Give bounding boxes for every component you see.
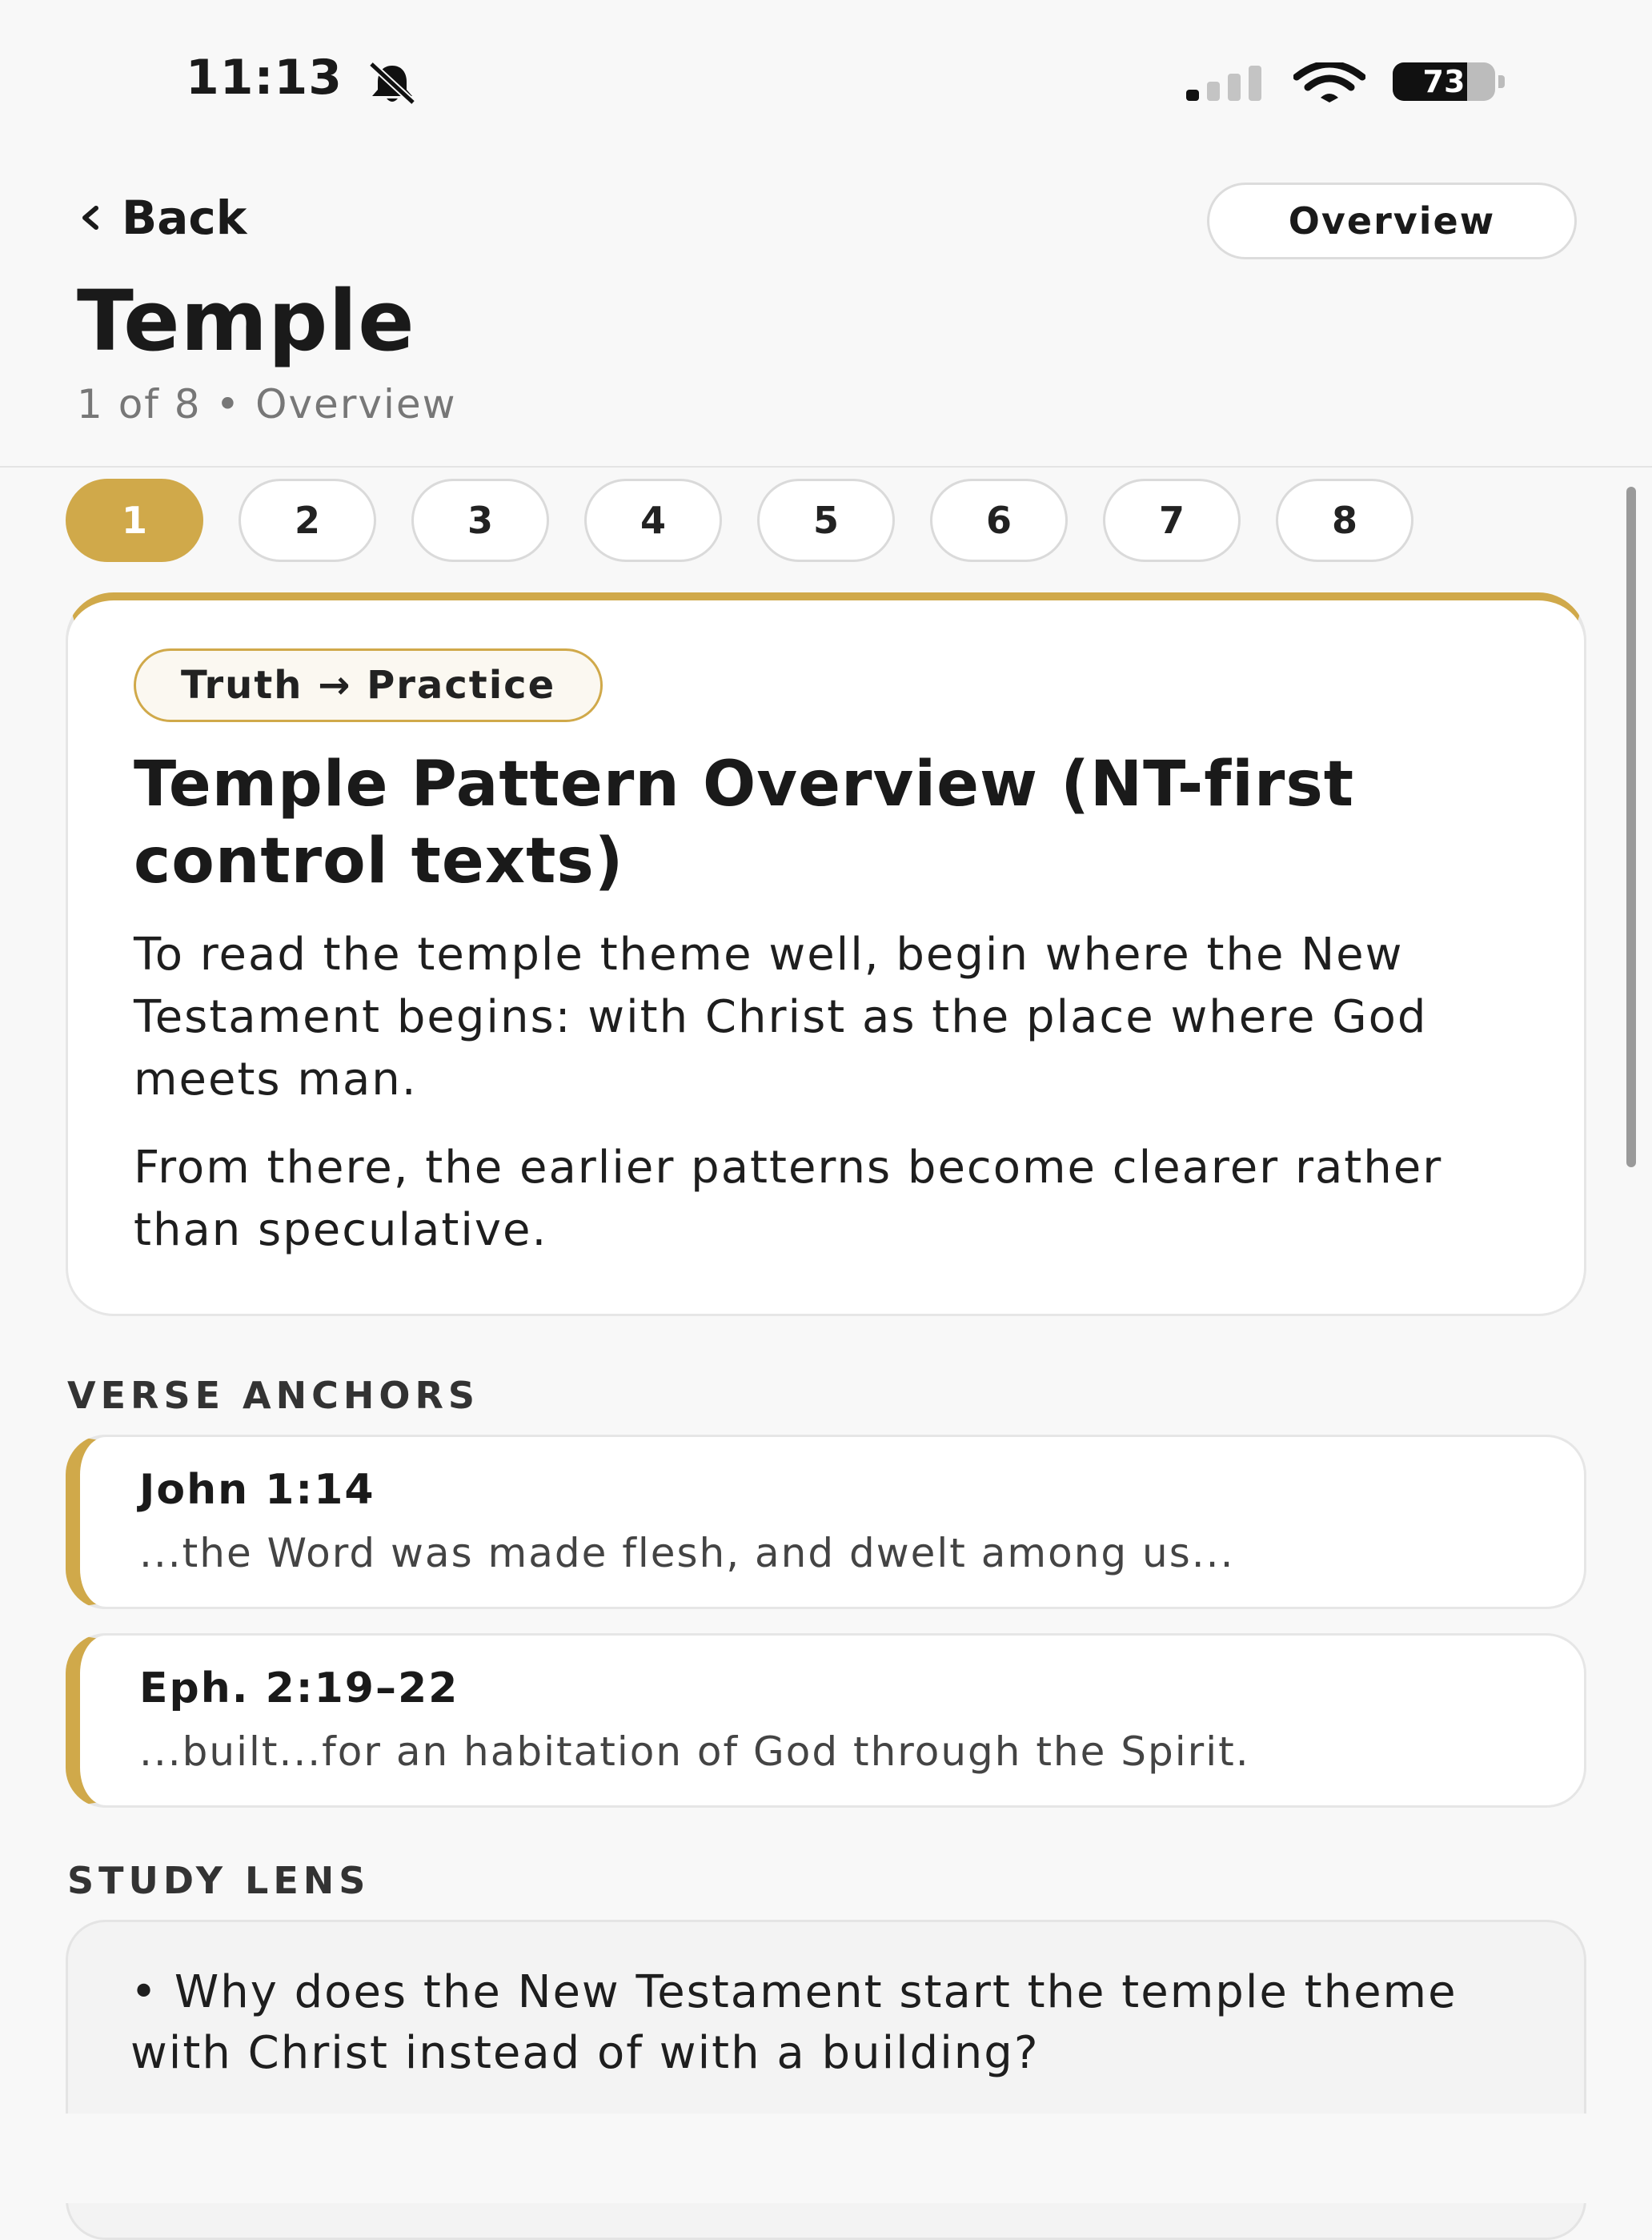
category-tag: Truth → Practice [134, 648, 603, 722]
wifi-icon [1293, 62, 1365, 102]
card-paragraph: To read the temple theme well, begin where the New Testament begins: with Christ as the place where God meets man. [134, 929, 1428, 1106]
step-pill-4[interactable]: 4 [584, 479, 722, 562]
status-time: 11:13 [186, 50, 343, 106]
back-button[interactable] [77, 191, 247, 245]
battery-tip [1498, 75, 1505, 88]
separator-dot: • [215, 381, 242, 428]
verse-anchors-heading: VERSE ANCHORS [67, 1374, 480, 1417]
battery-body [1393, 62, 1495, 101]
overview-button[interactable]: Overview [1207, 183, 1577, 259]
status-bar [0, 0, 1652, 152]
step-pill-1[interactable]: 1 [66, 479, 203, 562]
verse-excerpt: ...the Word was made flesh, and dwelt among us... [139, 1530, 1235, 1576]
study-question: • Why does the New Testament start the temple theme with Christ instead of with a building? [130, 1966, 1458, 2079]
battery-icon [1393, 62, 1505, 101]
battery-percent: 73 [1422, 64, 1466, 99]
step-selector [66, 479, 1449, 562]
chevron-left-icon [77, 203, 101, 232]
bottom-fade [0, 2114, 1652, 2203]
progress-subtitle [77, 381, 457, 428]
page-title: Temple [77, 272, 415, 370]
verse-reference: John 1:14 [139, 1466, 375, 1514]
verse-card[interactable] [66, 1633, 1586, 1808]
scrollbar[interactable] [1626, 487, 1636, 1167]
step-pill-3[interactable]: 3 [411, 479, 549, 562]
position-text: 1 of 8 [77, 381, 202, 428]
card-paragraph: From there, the earlier patterns become clearer rather than speculative. [134, 1142, 1443, 1256]
step-pill-7[interactable]: 7 [1103, 479, 1241, 562]
header-divider [0, 466, 1652, 468]
bell-slash-icon [362, 61, 423, 106]
section-text: Overview [255, 381, 457, 428]
study-lens-heading: STUDY LENS [67, 1859, 371, 1902]
verse-reference: Eph. 2:19–22 [139, 1664, 459, 1712]
overview-card [66, 592, 1586, 1316]
back-label: Back [122, 191, 247, 245]
step-pill-6[interactable]: 6 [930, 479, 1068, 562]
card-title: Temple Pattern Overview (NT-first control texts) [134, 749, 1355, 897]
step-pill-8[interactable]: 8 [1276, 479, 1413, 562]
verse-card[interactable] [66, 1435, 1586, 1609]
verse-excerpt: ...built...for an habitation of God through the Spirit. [139, 1728, 1250, 1775]
step-pill-5[interactable]: 5 [757, 479, 895, 562]
step-pill-2[interactable]: 2 [239, 479, 376, 562]
signal-icon [1185, 66, 1265, 101]
